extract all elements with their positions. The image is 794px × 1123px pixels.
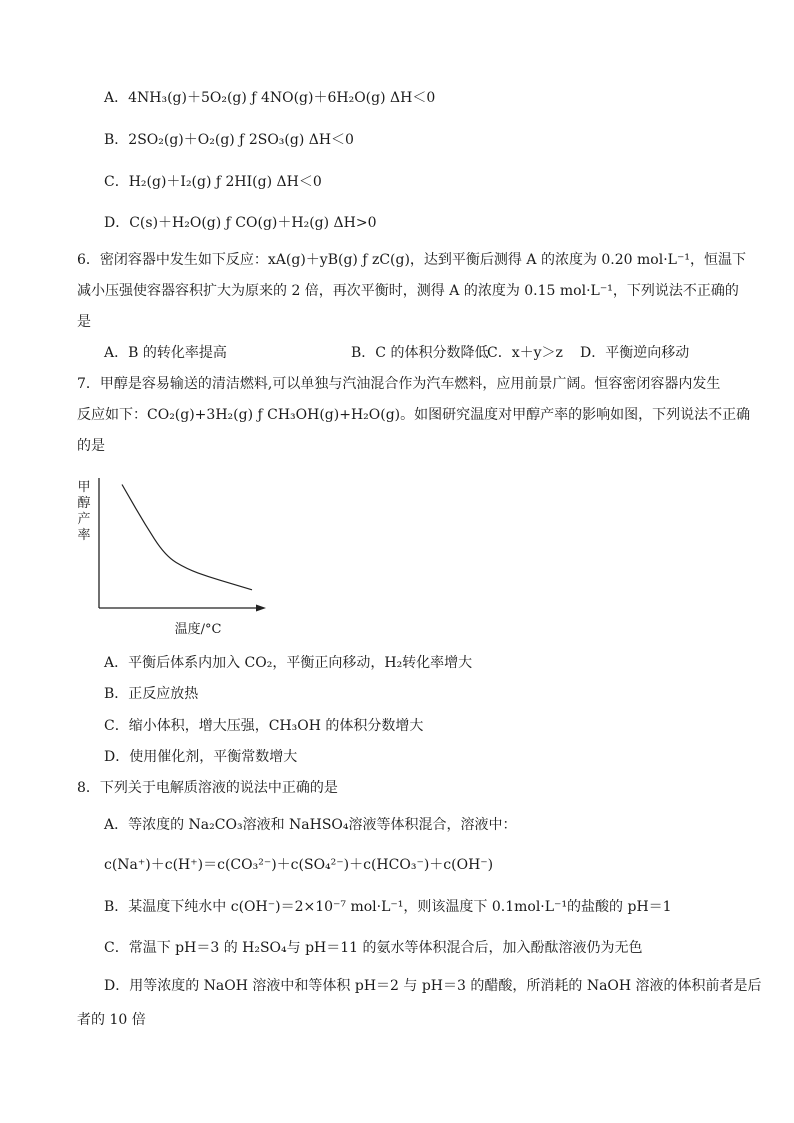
q5-option-b: B．2SO₂(g)＋O₂(g) ƒ 2SO₃(g) ΔH＜0: [104, 132, 354, 148]
q6-stem-line3: 是: [77, 314, 91, 330]
yield-curve: [122, 485, 252, 590]
methanol-yield-chart: [70, 470, 280, 640]
q7-stem-line2: 反应如下：CO₂(g)+3H₂(g) ƒ CH₃OH(g)+H₂O(g)。如图研究温度对甲醇产率的影响如图，下列说法不正确: [77, 407, 751, 423]
q5-option-d: D．C(s)＋H₂O(g) ƒ CO(g)＋H₂(g) ΔH>0: [104, 215, 377, 231]
q5-option-a: A．4NH₃(g)＋5O₂(g) ƒ 4NO(g)＋6H₂O(g) ΔH＜0: [104, 90, 436, 106]
y-axis-label: [77, 480, 90, 543]
y-axis-label-char: 率: [77, 528, 91, 543]
q8-stem: 8．下列关于电解质溶液的说法中正确的是: [77, 780, 338, 796]
q7-option-c: C．缩小体积，增大压强，CH₃OH 的体积分数增大: [104, 718, 424, 734]
q6-option-b: B．C 的体积分数降低: [351, 345, 489, 361]
q7-option-b: B．正反应放热: [104, 686, 199, 702]
q6-option-d: D．平衡逆向移动: [580, 345, 690, 361]
q8-option-a: A．等浓度的 Na₂CO₃溶液和 NaHSO₄溶液等体积混合，溶液中：: [104, 817, 517, 833]
y-axis-label-char: 醇: [77, 496, 91, 511]
q6-option-c: C．x＋y＞z: [487, 345, 563, 361]
q7-stem-line1: 7．甲醇是容易输送的清洁燃料,可以单独与汽油混合作为汽车燃料，应用前景广阔。恒容密闭容器内发生: [77, 376, 721, 392]
q7-stem-line3: 的是: [77, 438, 105, 454]
x-axis-arrow: [256, 605, 266, 612]
q5-option-c: C．H₂(g)＋I₂(g) ƒ 2HI(g) ΔH＜0: [104, 174, 322, 190]
q8-option-d-line2: 者的 10 倍: [77, 1012, 146, 1028]
q7-option-d: D．使用催化剂，平衡常数增大: [104, 749, 298, 765]
q6-stem-line1: 6．密闭容器中发生如下反应：xA(g)＋yB(g) ƒ zC(g)，达到平衡后测得 A 的浓度为 0.20 mol·L⁻¹，恒温下: [77, 252, 746, 268]
x-axis-label: 温度/°C: [174, 622, 222, 637]
q7-option-a: A．平衡后体系内加入 CO₂，平衡正向移动，H₂转化率增大: [104, 655, 473, 671]
q8-option-c: C．常温下 pH＝3 的 H₂SO₄与 pH＝11 的氨水等体积混合后，加入酚酞溶液仍为无色: [104, 940, 643, 956]
q6-option-a: A．B 的转化率提高: [104, 345, 227, 361]
y-axis-label-char: 产: [77, 512, 91, 527]
q8-option-d-line1: D．用等浓度的 NaOH 溶液中和等体积 pH＝2 与 pH＝3 的醋酸，所消耗的 NaOH 溶液的体积前者是后: [104, 978, 762, 994]
q6-stem-line2: 减小压强使容器容积扩大为原来的 2 倍，再次平衡时，测得 A 的浓度为 0.15 mol·L⁻¹，下列说法不正确的: [77, 283, 739, 299]
q8-option-a-equation: c(Na⁺)＋c(H⁺)＝c(CO₃²⁻)＋c(SO₄²⁻)＋c(HCO₃⁻)＋c(OH⁻): [104, 857, 494, 873]
q8-option-b: B．某温度下纯水中 c(OH⁻)＝2×10⁻⁷ mol·L⁻¹，则该温度下 0.1mol·L⁻¹的盐酸的 pH＝1: [104, 899, 672, 915]
y-axis-label-char: 甲: [77, 480, 91, 495]
